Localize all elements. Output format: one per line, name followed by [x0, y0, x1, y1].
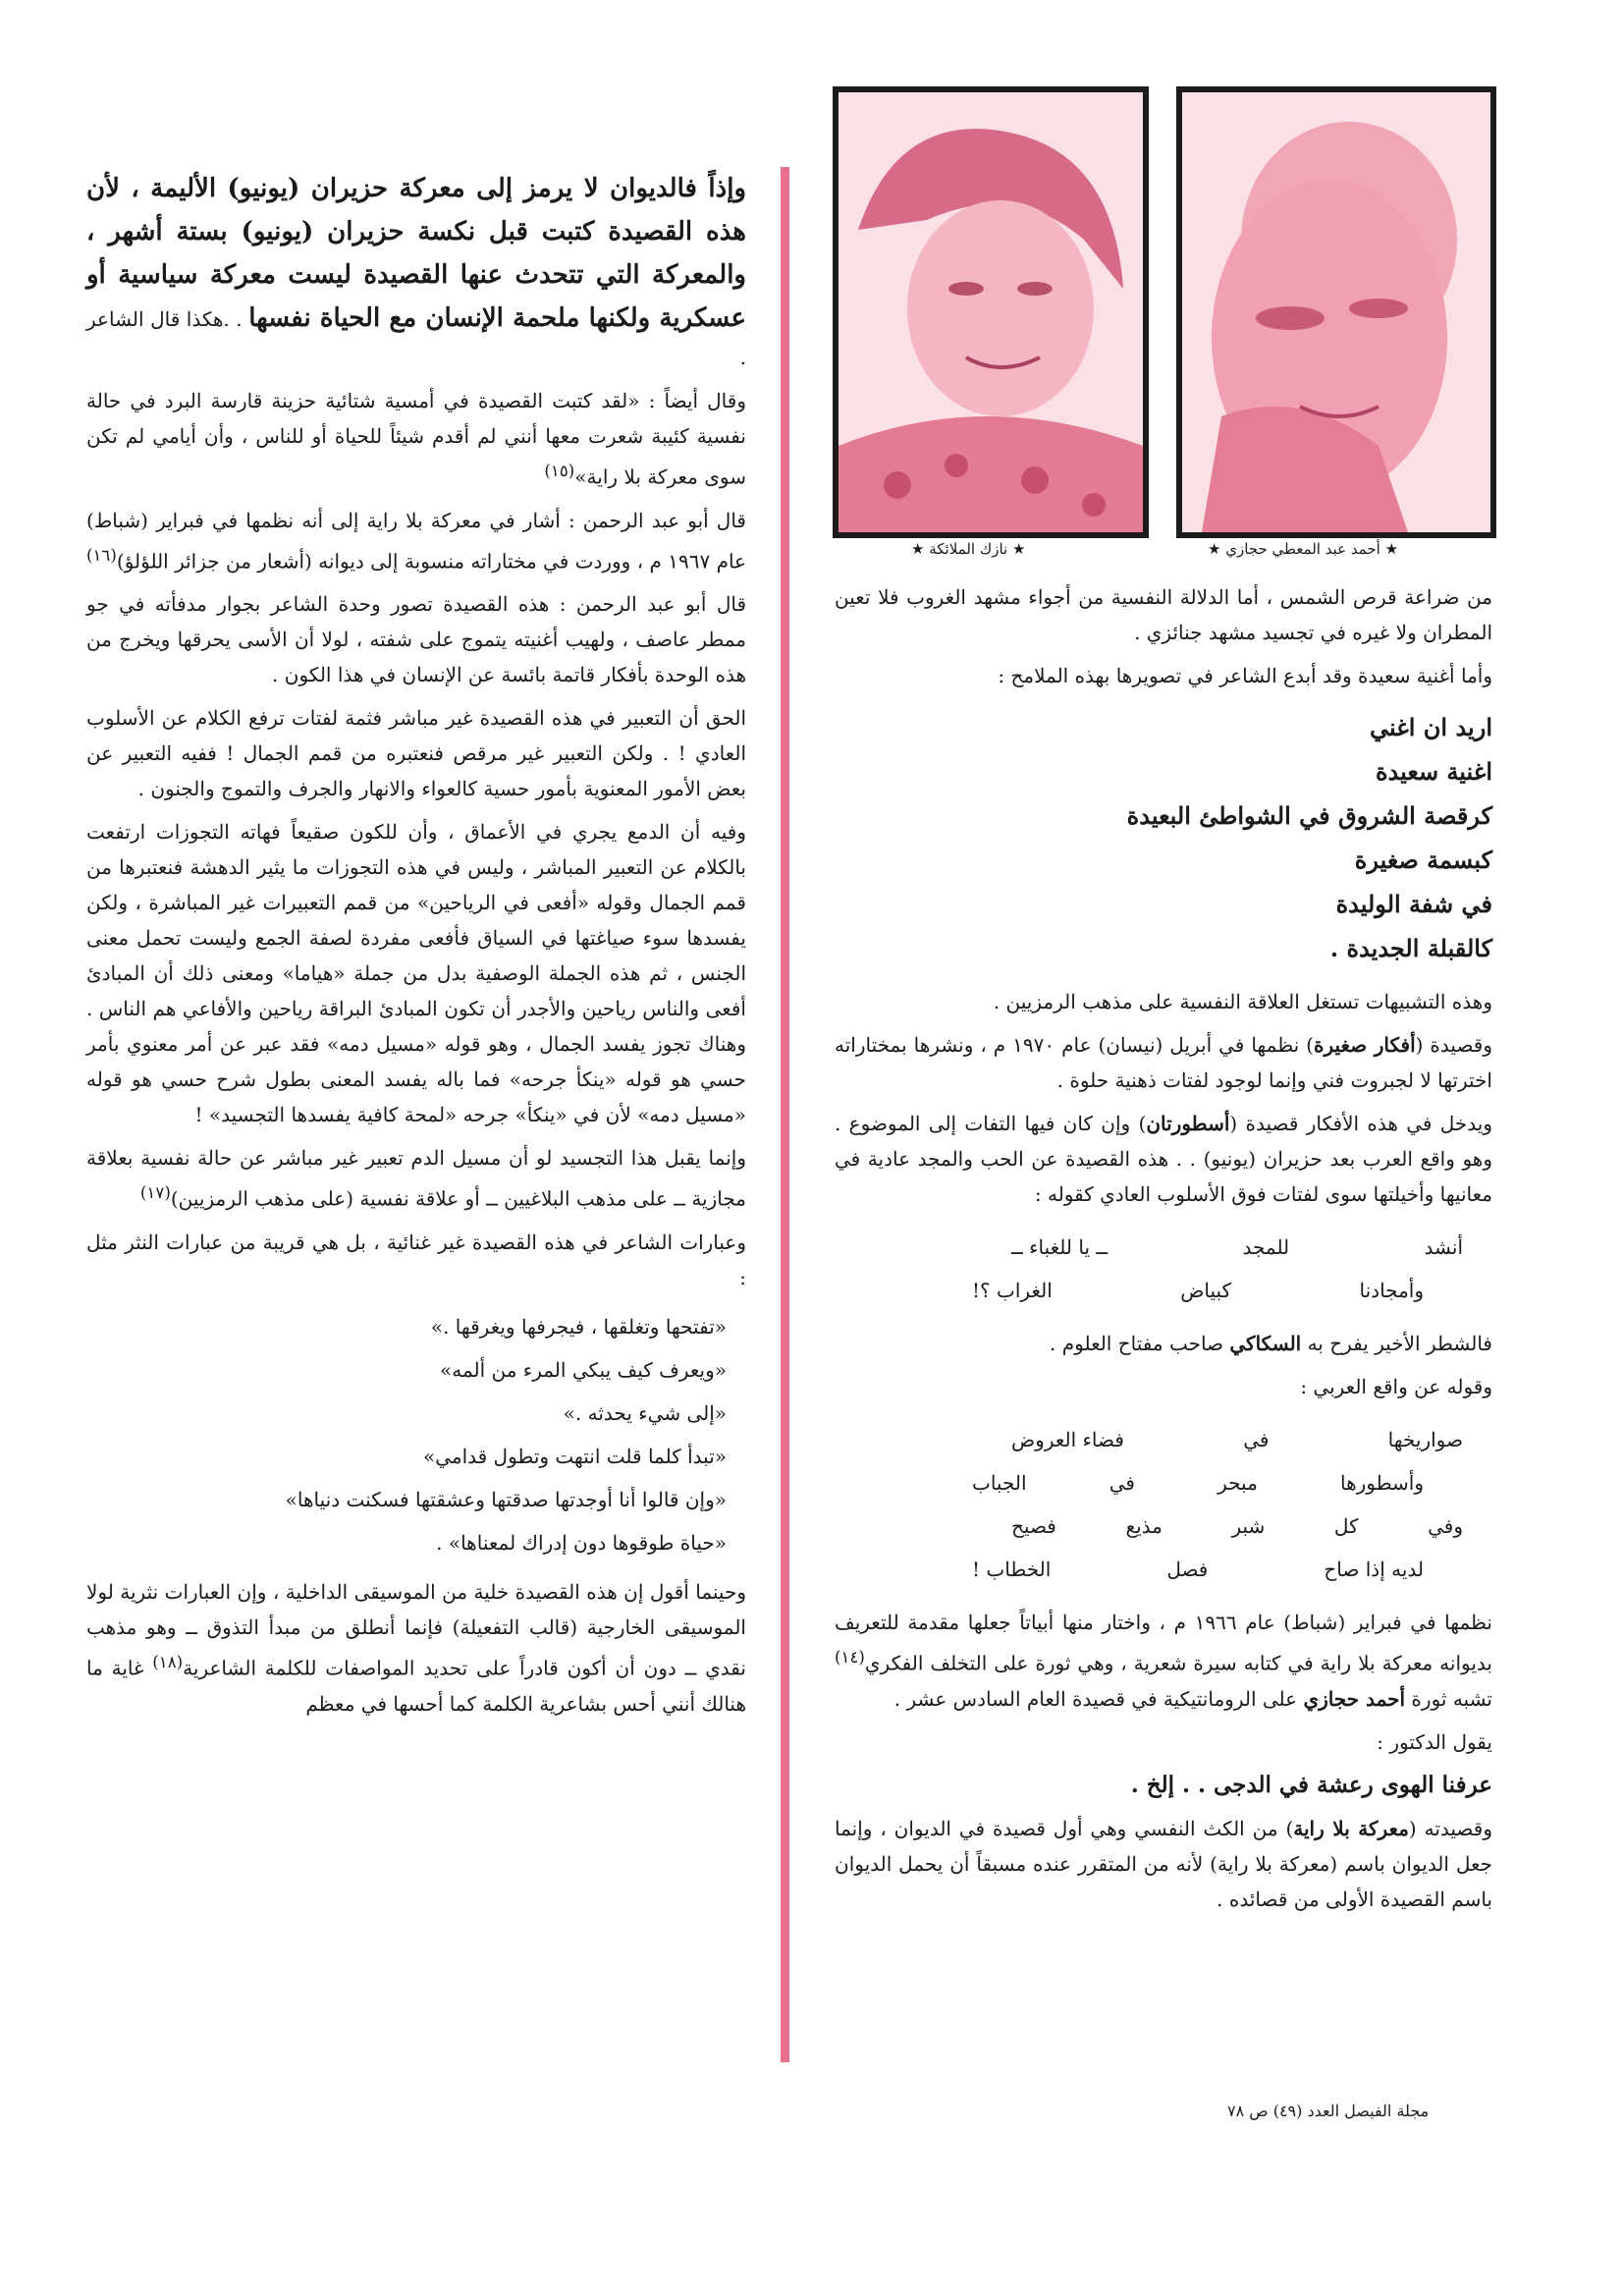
verse-word: كبياض [1180, 1279, 1232, 1302]
text: وإنما يقبل هذا التجسيد لو أن مسيل الدم تعبير غير مباشر عن حالة نفسية بعلاقة مجازية ــ على مذهب البلاغيين ــ أو علاقة نفسية (على مذهب الرمزيين) [86, 1146, 746, 1211]
paragraph [835, 1106, 1492, 1212]
poem-block [835, 705, 1492, 970]
poem-title: أسطورتان [1146, 1112, 1230, 1135]
verse-word: للمجد [1242, 1235, 1290, 1259]
paragraph [86, 383, 746, 495]
text: نظمها في فبراير (شباط) عام ١٩٦٦ م ، واختار منها أبياتاً جعلها مقدمة للتعريف بديوانه معركة بلا راية في كتابه سيرة شعرية ، وهي ثورة على التخلف الفكري [835, 1611, 1492, 1675]
paragraph: من ضراعة قرص الشمس ، أما الدلالة النفسية من أجواء مشهد الغروب فلا تعين المطران ولا غيره في تجسيد مشهد جنائزي . [835, 585, 1492, 644]
intro-text: وإذاً فالديوان لا يرمز إلى معركة حزيران (يونيو) الأليمة ، لأن هذه القصيدة كتبت قبل نكسة حزيران (يونيو) بستة أشهر ، والمعركة التي تتحدث عنها القصيدة ليست معركة سياسية أو عسكرية ولكنها ملحمة الإنسان مع الحياة نفسها [86, 174, 746, 333]
verse-word: أنشد [1424, 1235, 1463, 1259]
paragraph [86, 1574, 746, 1722]
verse-word: الغراب ؟! [972, 1279, 1053, 1302]
text: وقال أيضاً : «لقد كتبت القصيدة في أمسية شتائية حزينة قارسة البرد في حالة نفسية كئيبة شعرت معها أنني لم أقدم شيئاً للحياة أو للناس ، وأن أيامي لم تكن سوى معركة بلا راية» [86, 389, 746, 489]
quoted-verse: عرفنا الهوى رعشة في الدجى . . إلخ . [1130, 1771, 1492, 1798]
verse-line [1011, 1418, 1463, 1461]
paragraph [86, 503, 746, 579]
paragraph [835, 1605, 1492, 1717]
verse-word: فصيح [1011, 1514, 1056, 1538]
footnote-ref: (١٦) [85, 545, 117, 565]
poem-line: في شفة الوليدة [1335, 890, 1492, 918]
right-column [835, 579, 1492, 1925]
verse-word: في [1243, 1428, 1270, 1451]
text: . .هكذا قال الشاعر . [86, 307, 746, 369]
text: وقصيدته ( [1408, 1816, 1492, 1840]
intro-paragraph [86, 167, 746, 375]
verse-word: ــ يا للغباء ــ [1011, 1235, 1109, 1259]
footnote-ref: (١٧) [139, 1183, 171, 1203]
text: وقصيدة ( [1415, 1033, 1493, 1057]
poem-line: كالقبلة الجديدة . [1329, 934, 1492, 962]
quote-line: «تفتحها وتغلقها ، فيجرفها ويغرقها .» [430, 1314, 727, 1339]
verse-word: في [1109, 1471, 1135, 1495]
poem-title: معركة بلا راية [1293, 1816, 1409, 1840]
column-divider [781, 167, 789, 2062]
quote-line: «تبدأ كلما قلت انتهت وتطول قدامي» [422, 1444, 727, 1468]
verse-word: مذيع [1125, 1514, 1163, 1538]
verse-line [1011, 1226, 1463, 1269]
text: صاحب مفتاح العلوم . [1050, 1332, 1230, 1355]
verse-word: الخطاب ! [972, 1558, 1052, 1581]
paragraph: وهذه التشبيهات تستغل العلاقة النفسية على مذهب الرمزيين . [993, 990, 1492, 1013]
paragraph: الحق أن التعبير في هذه القصيدة غير مباشر فثمة لفتات ترفع الكلام عن الأسلوب العادي ! . ولكن التعبير غير مرقص فنعتبره من قمم الجمال ! ففيه التعبير عن بعض الأمور المعنوية بأمور حسية كالعواء والانهار والجرف والتموج والجنون . [86, 706, 746, 801]
paragraph [835, 1811, 1492, 1917]
page-footer: مجلة الفيصل العدد (٤٩) ص ٧٨ [1227, 2102, 1430, 2120]
text: غاية ما هنالك أنني أحس بشاعرية الكلمة كما أحسها في معظم [86, 1656, 746, 1716]
text: على الرومانتيكية في قصيدة العام السادس عشر . [893, 1686, 1304, 1711]
verse-word: فصل [1166, 1558, 1209, 1581]
text: ويدخل في هذه الأفكار قصيدة ( [1229, 1112, 1492, 1135]
footnote-ref: (١٨) [152, 1652, 184, 1671]
verse-word: لديه إذا صاح [1324, 1558, 1424, 1581]
quote-line: «إلى شيء يحدثه .» [563, 1400, 727, 1425]
verse-word: الجباب [972, 1471, 1027, 1495]
text: ) من الكث النفسي وهي أول قصيدة في الديوان ، وإنما جعل الديوان باسم (معركة بلا راية) لأنه من المتقرر عنده مسبقاً أن يحمل الديوان باسم القصيدة الأولى من قصائده . [835, 1816, 1492, 1911]
verse-word: وأسطورها [1339, 1471, 1424, 1495]
text: فالشطر الأخير يفرح به [1301, 1332, 1492, 1355]
quote-line: «حياة طوقوها دون إدراك لمعناها» . [436, 1530, 727, 1555]
paragraph: وأما أغنية سعيدة وقد أبدع الشاعر في تصويرها بهذه الملامح : [998, 664, 1492, 687]
name-highlight: أحمد حجازي [1303, 1686, 1406, 1711]
verse-word: شبر [1231, 1514, 1266, 1538]
poem-title: أفكار صغيرة [1313, 1033, 1416, 1057]
paragraph: وفيه أن الدمع يجري في الأعماق ، وأن للكون صقيعاً فهاته التجوزات ارتفعت بالكلام عن التعبير المباشر ، وليس في هذه التجوزات ما يثير الدهشة فنعتبرها من قمم الجمال وقوله «أفعى في الرياحين» من قمم التعبيرات غير المباشرة ، ولكن يفسدها سوء صياغتها في السياق فأفعى مفردة لصفة الجمع وليست تحمل معنى الجنس ، ثم هذه الجملة الوصفية بدل من جملة «هياما» ومعنى ذلك أن المبادئ أفعى والناس رياحين والأجدر أن تكون المبادئ البراقة رياحين والأفاعي هم الناس . وهناك تجوز يفسد الجمال ، وهو قوله «مسيل دمه» فقد عبر عن أمر معنوي بأمر حسي هو قوله «ينكأ جرحه» فما باله يفسد المعنى بطول شرح حسي هو قوله «مسيل دمه» لأن في «ينكأ» جرحه «لمحة كافية يفسدها التجسيد» ! [86, 820, 746, 1127]
poem-line: اريد ان اغني [1369, 713, 1492, 741]
verse-word: وأمجادنا [1359, 1279, 1424, 1302]
verse-word: صواريخها [1387, 1428, 1463, 1451]
quote-line: «وإن قالوا أنا أوجدتها صدقتها وعشقتها فسكنت دنياها» [285, 1487, 727, 1511]
photo-caption-hijazi: ★ أحمد عبد المعطي حجازي ★ [1208, 540, 1399, 558]
text: قال أبو عبد الرحمن : أشار في معركة بلا راية إلى أنه نظمها في فبراير (شباط) عام ١٩٦٧ م ، ووردت في مختاراته منسوبة إلى ديوانه (أشعار من جزائر اللؤلؤ) [86, 508, 746, 574]
portrait-photo-nazik [833, 86, 1149, 538]
paragraph [835, 1027, 1492, 1098]
verse-word: وفي [1428, 1514, 1463, 1538]
verse-block [835, 1418, 1492, 1591]
name-highlight: السكاكي [1229, 1332, 1302, 1355]
quote-line: «ويعرف كيف يبكي المرء من ألمه» [439, 1357, 727, 1382]
verse-word: فضاء العروض [1011, 1428, 1124, 1451]
footnote-ref: (١٤) [835, 1648, 865, 1667]
paragraph: وعبارات الشاعر في هذه القصيدة غير غنائية ، بل هي قريبة من عبارات النثر مثل : [86, 1230, 746, 1289]
verse-block [835, 1226, 1492, 1312]
verse-line [972, 1461, 1424, 1504]
paragraph: قال أبو عبد الرحمن : هذه القصيدة تصور وحدة الشاعر بجوار مدفأته في جو ممطر عاصف ، ولهيب أغنيته يتموج على شفته ، لولا أن الأسى يحرقها ويخرج من هذه الوحدة بأفكار قاتمة بائسة عن الإنسان في هذا الكون . [86, 592, 747, 687]
verse-line [972, 1548, 1424, 1591]
poem-line: كرقصة الشروق في الشواطئ البعيدة [1126, 801, 1492, 830]
poem-line: كبسمة صغيرة [1354, 846, 1492, 874]
footnote-ref: (١٥) [544, 462, 575, 480]
text: تشبه ثورة [1405, 1686, 1492, 1711]
left-column [86, 167, 746, 1729]
photo-caption-nazik: ★ نازك الملائكة ★ [911, 540, 1026, 558]
verse-word: كل [1333, 1514, 1359, 1538]
text: ) نظمها في أبريل (نيسان) عام ١٩٧٠ م ، ونشرها بمختاراته اخترتها لا لجبروت فني وإنما لوجود لفتات ذهنية حلوة . [835, 1033, 1492, 1092]
text: وحينما أقول إن هذه القصيدة خلية من الموسيقى الداخلية ، وإن العبارات نثرية لولا الموسيقى الخارجية (قالب التفعيلة) فإنما أنطلق من مبدأ التذوق ــ وهو مذهب نقدي ــ دون أن أكون قادراً على تحديد المواصفات للكلمة الشاعرية [86, 1579, 746, 1680]
paragraph [86, 1140, 746, 1217]
paragraph: يقول الدكتور : [1377, 1729, 1492, 1754]
verse-line [1011, 1504, 1463, 1548]
poem-line: اغنية سعيدة [1375, 757, 1492, 786]
verse-line [972, 1269, 1424, 1312]
paragraph: وقوله عن واقع العربي : [1300, 1375, 1492, 1398]
quote-list [86, 1305, 746, 1564]
verse-word: مبحر [1217, 1471, 1258, 1495]
paragraph [835, 1326, 1492, 1361]
text: ) وإن كان فيها التفات إلى الموضوع . وهو واقع العرب بعد حزيران (يونيو) . . هذه القصيدة عن الحب والمجد عادية في معانيها وأخيلتها سوى لفتات فوق الأسلوب العادي كقوله : [835, 1112, 1492, 1206]
portrait-photo-hijazi [1176, 86, 1496, 538]
